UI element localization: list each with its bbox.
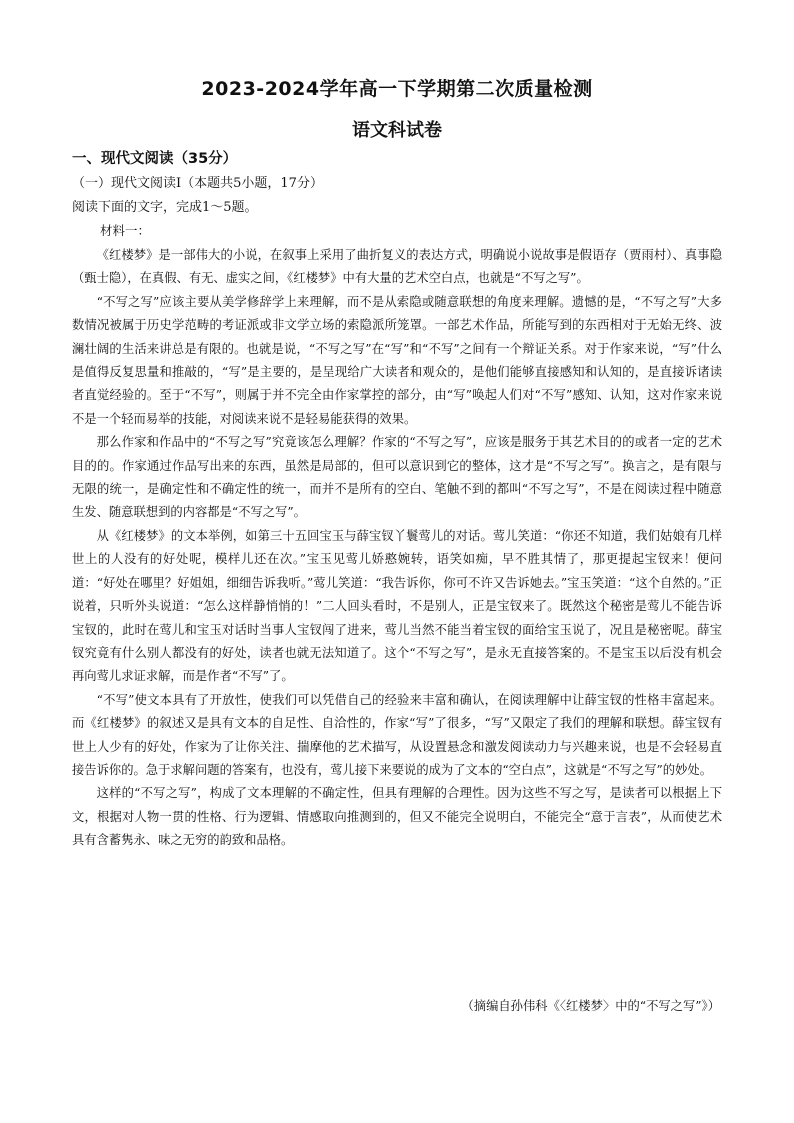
paragraph: 这样的“不写之写”，构成了文本理解的不确定性，但具有理解的合理性。因为这些不写之写，是读者可以根据上下文，根据对人物一贯的性格、行为逻辑、情感取向推测到的，但又不能完全说明白，不能完全“意于言表”，从而使艺术具有含蓄隽永、味之无穷的韵致和品格。: [72, 786, 722, 848]
part-heading: （一）现代文阅读Ⅰ（本题共5小题，17分）: [72, 176, 323, 191]
paragraph: 那么作家和作品中的“不写之写”究竟该怎么理解？作家的“不写之写”，应该是服务于其艺术目的的或者一定的艺术目的的。作家通过作品写出来的东西，虽然是局部的，但可以意识到它的整体，这才是“不写之写”。换言之，是有限与无限的统一，是确定性和不确定性的统一，而并不是所有的空白、笔触不到的都叫“不写之写”，不是在阅读过程中随意生发、随意联想到的内容都是“不写之写”。: [72, 435, 722, 520]
page-subtitle: 语文科试卷: [352, 120, 442, 141]
instruction-text: 阅读下面的文字，完成1～5题。: [72, 200, 258, 215]
page-title: 2023-2024学年高一下学期第二次质量检测: [201, 78, 593, 100]
passage-body: [72, 244, 722, 853]
paragraph: 从《红楼梦》的文本举例，如第三十五回宝玉与薛宝钗丫鬟莺儿的对话。莺儿笑道：“你还不知道，我们姑娘有几样世上的人没有的好处呢，模样儿还在次。”宝玉见莺儿娇憨婉转，语笑如痴，早不胜其情了，那更提起宝钗来！便问道：“好处在哪里？好姐姐，细细告诉我听。”莺儿笑道：“我告诉你，你可不许又告诉她去。”宝玉笑道：“这个自然的。”正说着，只听外头说道：“怎么这样静悄悄的！”二人回头看时，不是别人，正是宝钗来了。既然这个秘密是莺儿不能告诉宝钗的，此时在莺儿和宝玉对话时当事人宝钗闯了进来，莺儿当然不能当着宝钗的面给宝玉说了，况且是秘密呢。薛宝钗究竟有什么别人都没有的好处，读者也就无法知道了。这个“不写之写”，是永无直接答案的。不是宝玉以后没有机会再向莺儿求证求解，而是作者“不写”了。: [72, 528, 722, 684]
paragraph: “不写之写”应该主要从美学修辞学上来理解，而不是从索隐或随意联想的角度来理解。遗憾的是，“不写之写”大多数情况被属于历史学范畴的考证派或非文学立场的索隐派所笼罩。一部艺术作品，所能写到的东西相对于无始无终、波澜壮阔的生活来讲总是有限的。也就是说，“不写之写”在“写”和“不写”之间有一个辩证关系。对于作家来说，“写”什么是值得反复思量和推敲的，“写”是主要的，是呈现给广大读者和观众的，是他们能够直接感知和认知的，是直接诉诸读者直觉经验的。至于“不写”，则属于并不完全由作家掌控的部分，由“写”唤起人们对“不写”感知、认知，这对作家来说不是一个轻而易举的技能，对阅读来说不是轻易能获得的效果。: [72, 294, 722, 426]
source-citation: （摘编自孙伟科《〈红楼梦〉中的“不写之写”》）: [461, 999, 720, 1013]
material-label: 材料一：: [100, 223, 151, 238]
paragraph: 《红楼梦》是一部伟大的小说，在叙事上采用了曲折复义的表达方式，明确说小说故事是假语存（贾雨村）、真事隐（甄士隐），在真假、有无、虚实之间，《红楼梦》中有大量的艺术空白点，也就是“不写之写”。: [72, 248, 722, 286]
section-heading: 一、现代文阅读（35分）: [72, 151, 238, 167]
paragraph: “不写”使文本具有了开放性，使我们可以凭借自己的经验来丰富和确认，在阅读理解中让薛宝钗的性格丰富起来。而《红楼梦》的叙述又是具有文本的自足性、自洽性的，作家“写”了很多，“写”又限定了我们的理解和联想。薛宝钗有世上人少有的好处，作家为了让你关注、揣摩他的艺术描写，从设置悬念和激发阅读动力与兴趣来说，也是不会轻易直接告诉你的。急于求解问题的答案有，也没有，莺儿接下来要说的成为了文本的“空白点”，这就是“不写之写”的妙处。: [72, 692, 722, 777]
